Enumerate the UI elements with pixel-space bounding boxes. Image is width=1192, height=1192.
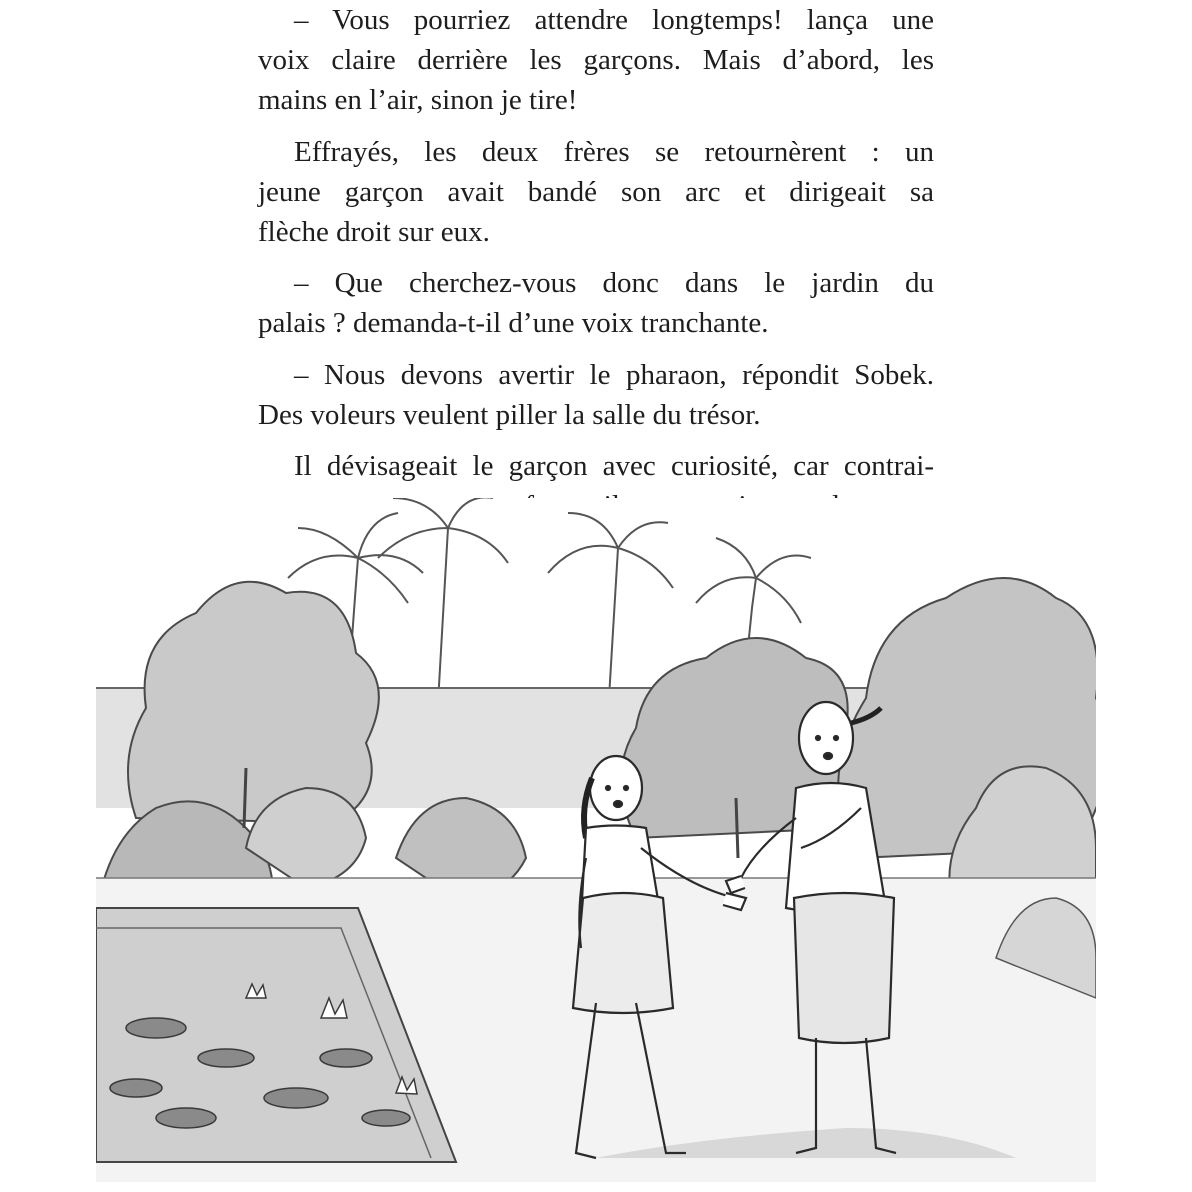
text-line: jeune garçon avait bandé son arc et dirigeait sa bbox=[258, 175, 934, 208]
text-line: mains en l’air, sinon je tire! bbox=[258, 84, 578, 117]
text-line: – Nous devons avertir le pharaon, répondit Sobek. bbox=[294, 358, 934, 391]
text-line: – Que cherchez-vous donc dans le jardin du bbox=[294, 267, 934, 300]
text-line: flèche droit sur eux. bbox=[258, 215, 490, 248]
text-line: Effrayés, les deux frères se retournèrent : un bbox=[294, 135, 934, 168]
text-line: – Vous pourriez attendre longtemps! lança une bbox=[294, 4, 934, 36]
text-line: voix claire derrière les garçons. Mais d’abord, les bbox=[258, 44, 934, 77]
garden-illustration bbox=[96, 498, 1096, 1182]
text-line: Des voleurs veulent piller la salle du trésor. bbox=[258, 398, 761, 431]
story-text bbox=[258, 0, 934, 526]
text-line: palais ? demanda-t-il d’une voix tranchante. bbox=[258, 307, 769, 340]
text-line: Il dévisageait le garçon avec curiosité, car contrai- bbox=[294, 449, 934, 482]
